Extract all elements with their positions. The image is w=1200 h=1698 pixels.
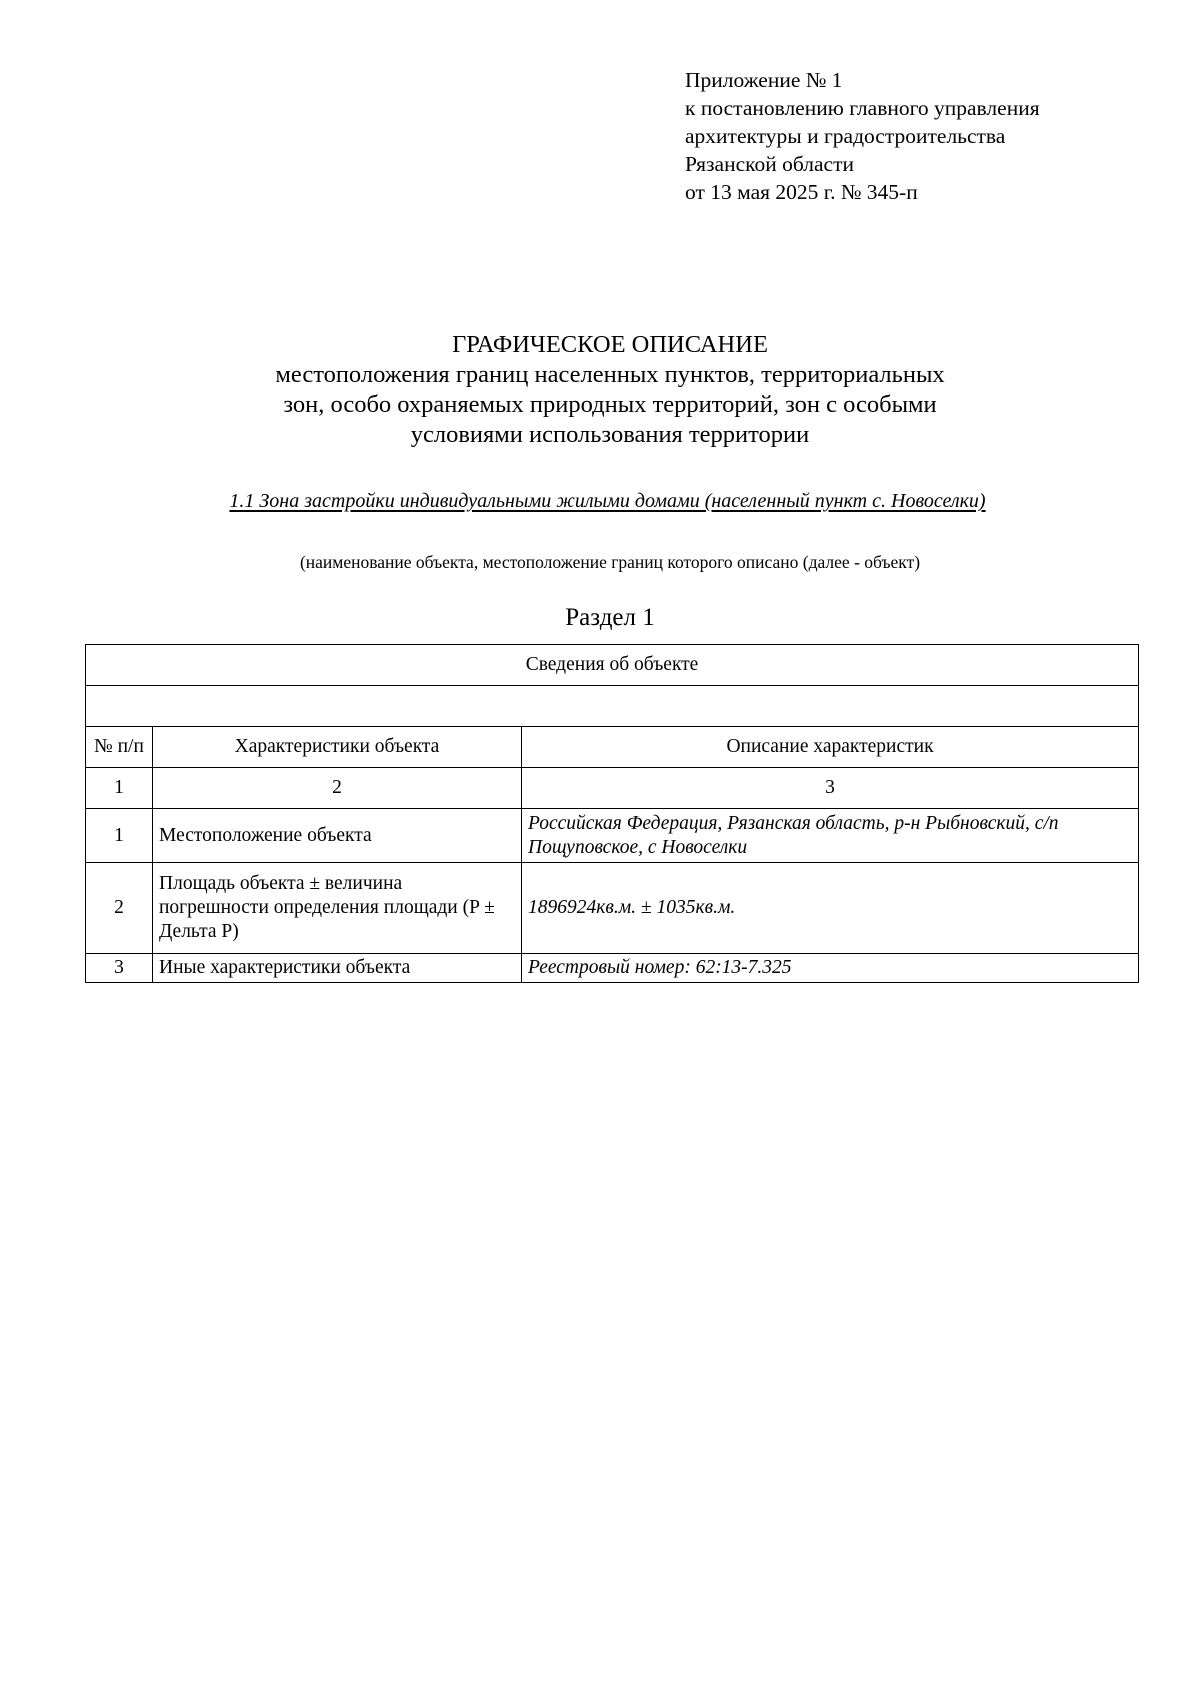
row-description: Российская Федерация, Рязанская область, р-н Рыбновский, с/п Пощуповское, с Новоселки [522, 809, 1139, 863]
object-name [0, 490, 1200, 513]
table-header-row [86, 727, 1139, 768]
title-heading: ГРАФИЧЕСКОЕ ОПИСАНИЕ [452, 331, 768, 358]
row-description: Реестровый номер: 62:13-7.325 [522, 954, 1139, 983]
object-info-table [85, 644, 1139, 983]
title-line: условиями использования территории [410, 421, 810, 448]
object-name-text: 1.1 Зона застройки индивидуальными жилыми домами (населенный пункт с. Новоселки) [229, 490, 986, 512]
column-number: 2 [153, 768, 522, 809]
appendix-line: Рязанской области [685, 152, 854, 176]
object-caption: (наименование объекта, местоположение границ которого описано (далее - объект) [299, 552, 921, 572]
row-number: 3 [86, 954, 153, 983]
title-line: зон, особо охраняемых природных территорий, зон с особыми [283, 391, 937, 418]
column-number: 1 [86, 768, 153, 809]
column-number-row [86, 768, 1139, 809]
column-number: 3 [522, 768, 1139, 809]
table-row [86, 954, 1139, 983]
appendix-line: от 13 мая 2025 г. № 345-п [685, 180, 918, 204]
title-line: местоположения границ населенных пунктов, территориальных [275, 361, 945, 388]
table-row [86, 809, 1139, 863]
row-characteristic: Местоположение объекта [153, 809, 522, 863]
appendix-line: Приложение № 1 [685, 68, 843, 92]
column-header: № п/п [86, 727, 153, 768]
table-row [86, 863, 1139, 954]
appendix-line: архитектуры и градостроительства [685, 124, 1006, 148]
row-number: 1 [86, 809, 153, 863]
row-description: 1896924кв.м. ± 1035кв.м. [522, 863, 1139, 954]
document-title [0, 330, 1200, 450]
table-caption-row [86, 645, 1139, 686]
column-header: Характеристики объекта [153, 727, 522, 768]
column-header: Описание характеристик [522, 727, 1139, 768]
section-heading: Раздел 1 [565, 604, 655, 631]
appendix-block [685, 66, 1040, 206]
row-number: 2 [86, 863, 153, 954]
appendix-line: к постановлению главного управления [685, 96, 1040, 120]
row-characteristic: Иные характеристики объекта [153, 954, 522, 983]
table-empty-row [86, 686, 1139, 727]
table-caption: Сведения об объекте [86, 645, 1139, 686]
empty-cell [86, 686, 1139, 727]
row-characteristic: Площадь объекта ± величина погрешности определения площади (P ± Дельта P) [153, 863, 522, 954]
